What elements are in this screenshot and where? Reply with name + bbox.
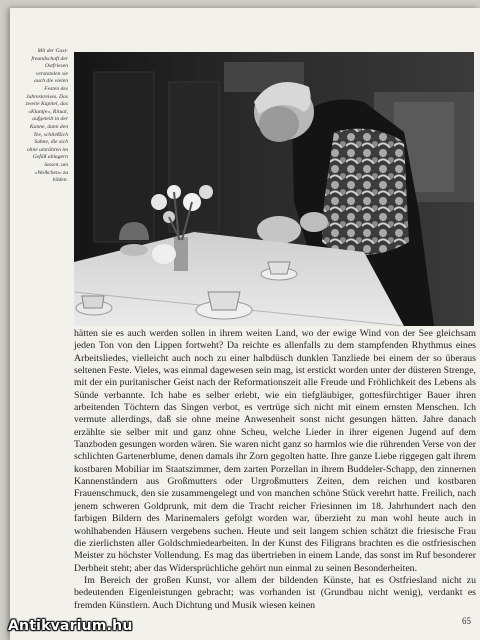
body-paragraph-1: hätten sie es auch werden sollen in ihrem weiten Land, wo der ewige Wind von der See gleichsam jeden Ton von den Lippen fortweht? Da reichte es allenfalls zu dem stampfenden Rhythmus eines Arbeitsliedes, vielleicht auch noch zu einer halbdüsch dunklen Tanzliede bei einem der so überaus seltenen Feste. Vieles, was einmal dagewesen sein mag, ist erstickt worden unter der düsteren Strenge, mit der ein puritanischer Geist nach der Reformationszeit alle Freude und Fröhlichkeit des Lebens als Sünde verbannte. Ich habe es selber erlebt, wie ein tiefgläubiger, gottesfürchtiger Bauer ihren arbeitenden Töchtern das Singen verbot, es vertrüge sich nicht mit einem ernsten Menschen. Ich vermute allerdings, daß sie ohne meine Anwesenheit sonst nicht gesungen hätten. Jahre danach erzählte sie selber mit und ganz ohne Scheu, welche Lieder in ihrer eigenen Jugend auf dem Tanzboden gesungen worden wären. Sie waren nicht ganz so harmlos wie die rührenden Verse von der schlichten Gartenerblume, denen damals ihr Zorn gegolten hatte. Ihre ganze Liebe riggegen galt ihrem kostbaren Mobiliar im Staatszimmer, dem zarten Porzellan in ihrem Buddeler-Schapp, den zinnernen Kannenständern aus Großmutters oder Urgroßmutters Zeiten, dem reichen und kostbaren Frauenschmuck, den sie zusammengelegt und von manchen schöne Stück verehrt hatte. Freilich, nach jenem schweren Goldprunk, mit dem die Tracht reicher Friesinnen im 18. Jahrhundert nach den farbigen Bildern des Marinemalers gefolgt worden war, überzieht zu man wohl heute auch in wohlhabenden Häusern vergebens suchen. Heute und seit langem schien schätzt die friesische Frau die zierlichsten aller Goldschmiedearbeiten. In der Kunst des Filigrans brachten es die ostfriesischen Meister zu höchster Vollendung. Es mag das übertrieben in einem Lande, das sonst im Ruf besonderer Derbheit steht; aber das Widersprüchliche gehört nun einmal zu seinen Besonderheiten. (74, 328, 476, 574)
book-page (10, 8, 480, 640)
page-number: 65 (462, 616, 471, 626)
site-watermark: Antikvarium.hu (8, 618, 133, 634)
photo-caption: Mit der Gastfreundschaft der Ostfriesen verstanden sie auch die vielen Festen des Jahreskreises. Das zweite Kapitel, das »Kluntje«, Ritual, aufgeteilt in der Kanne, dann den Tee, schließlich Sahne, die sich ohne umrühren im Gefäß ablagern lassen, um »Wolkchen« zu bilden. (25, 48, 68, 184)
body-paragraph-2: Im Bereich der großen Kunst, vor allem der bildenden Künste, hat es Ostfriesland nicht zu bedeutenden Eigenleistungen gebracht; was vorhanden ist (Grundbau nicht wenig), verdankt es fremden Künstlern. Auch Dichtung und Musik wiesen keinen (74, 574, 476, 611)
photograph (74, 52, 474, 326)
article-body (74, 328, 476, 612)
